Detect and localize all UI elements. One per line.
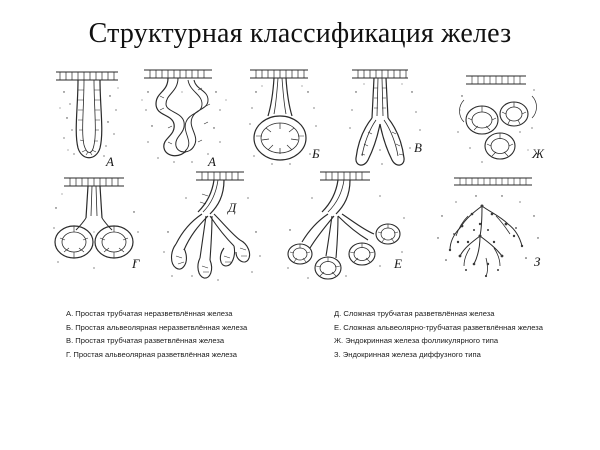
legend-item-z: З. Эндокринная железа диффузного типа (334, 349, 481, 359)
gland-figure-e (284, 172, 414, 288)
gland-label-d: Д (228, 200, 237, 215)
gland-figure-g (48, 172, 148, 288)
page-title: Структурная классификация желез (88, 18, 512, 49)
gland-label-zh: Ж (532, 146, 544, 161)
diagram-row-bottom (38, 172, 562, 288)
legend-column-left (66, 308, 276, 362)
diagram-figure (38, 62, 562, 294)
gland-label-b: Б (312, 146, 320, 161)
legend-item-v: В. Простая трубчатая разветвлённая железа (66, 336, 225, 346)
legend-item-e: Е. Сложная альвеолярно-трубчатая разветвлённая железа (334, 322, 543, 332)
gland-figure-b (242, 62, 334, 178)
legend-item-b: Б. Простая альвеолярная неразветвлённая железа (66, 322, 248, 332)
diagram-row-top (38, 62, 562, 178)
gland-figure-a2 (138, 62, 234, 178)
legend-item-d: Д. Сложная трубчатая разветвлённая железа (334, 309, 495, 318)
legend-item-g: Г. Простая альвеолярная разветвлённая железа (66, 349, 238, 359)
gland-figure-a1 (48, 62, 134, 178)
gland-label-z: З (534, 254, 541, 269)
legend (66, 308, 544, 428)
gland-figure-v (342, 62, 432, 178)
gland-figure-d (156, 172, 276, 288)
gland-figure-zh (440, 62, 550, 178)
legend-item-a: А. Простая трубчатая неразветвлённая железа (66, 309, 233, 318)
gland-label-a1: А (106, 154, 114, 169)
gland-label-a2: А (208, 154, 216, 169)
legend-column-right (334, 308, 544, 362)
gland-label-g: Г (132, 256, 140, 271)
legend-item-zh: Ж. Эндокринная железа фолликулярного типа (334, 336, 499, 346)
gland-label-e: Е (394, 256, 402, 271)
gland-figure-z (428, 172, 552, 288)
gland-label-v: В (414, 140, 422, 155)
